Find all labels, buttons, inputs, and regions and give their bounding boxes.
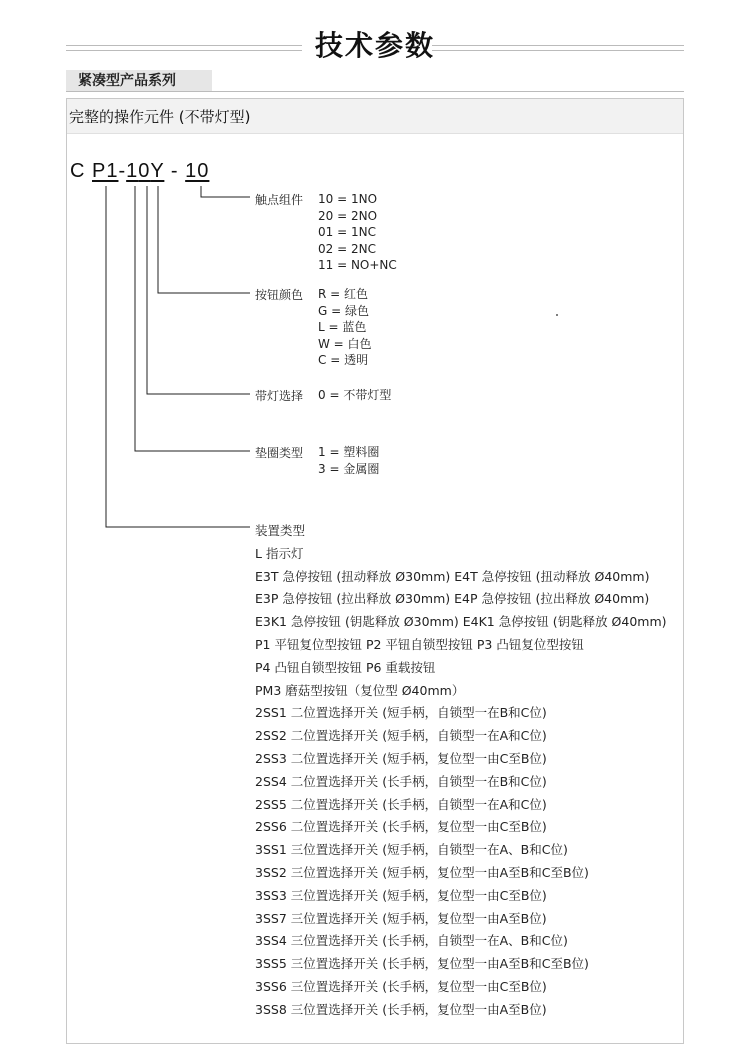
stray-dot [556,314,558,316]
contacts-option: 02 = 2NC [318,241,376,256]
device-item: PM3 磨菇型按钮（复位型 Ø40mm） [255,682,465,698]
contacts-option: 11 = NO+NC [318,258,397,272]
connector-color [158,186,250,293]
device-item: 3SS1 三位置选择开关 (短手柄，自锁型一在A、B和C位) [255,842,568,858]
model-dash: - [164,160,186,182]
color-option: L = 蓝色 [318,320,367,334]
gasket-label: 垫圈类型 [255,446,304,460]
gasket-option: 3 = 金属圈 [318,461,380,476]
device-item: 2SS5 二位置选择开关 (长手柄，自锁型一在A和C位) [255,796,547,812]
color-option: W = 白色 [318,336,372,351]
model-part-device: P1 [92,160,119,182]
device-item: 3SS3 三位置选择开关 (短手柄，复位型一由C至B位) [255,887,547,903]
device-item: P1 平钮复位型按钮 P2 平钮自锁型按钮 P3 凸钮复位型按钮 [255,636,584,652]
device-item: 2SS4 二位置选择开关 (长手柄，自锁型一在B和C位) [255,773,547,789]
device-label: 装置类型 [255,523,306,538]
lamp-option: 0 = 不带灯型 [318,388,392,402]
page-title: 技术参数 [314,29,435,62]
contacts-option: 10 = 1NO [318,192,378,206]
device-item: 3SS8 三位置选择开关 (长手柄，复位型一由A至B位) [255,1001,547,1017]
color-option: R = 红色 [318,287,369,301]
device-types [255,520,667,1022]
contacts-options [318,191,397,274]
device-item: 3SS2 三位置选择开关 (短手柄，复位型一由A至B和C至B位) [255,864,589,880]
device-item: P4 凸钮自锁型按钮 P6 重载按钮 [255,659,436,675]
lamp-label: 带灯选择 [255,389,304,403]
lamp-options [318,387,391,404]
color-label: 按钮颜色 [255,288,304,302]
device-item: 3SS6 三位置选择开关 (长手柄，复位型一由C至B位) [255,978,547,994]
series-tab: 紧凑型产品系列 [66,70,212,92]
device-item: 2SS6 二位置选择开关 (长手柄，复位型一由C至B位) [255,819,547,835]
connector-contacts [201,186,250,197]
connector-lamp [147,186,250,394]
gasket-option: 1 = 塑料圈 [318,445,380,459]
device-item: 2SS1 二位置选择开关 (短手柄，自锁型一在B和C位) [255,705,547,721]
device-item: L 指示灯 [255,545,304,561]
color-options [318,286,372,369]
contacts-label: 触点组件 [255,193,304,207]
panel-heading: 完整的操作元件 (不带灯型) [67,99,683,134]
device-item: 3SS5 三位置选择开关 (长手柄，复位型一由A至B和C至B位) [255,956,589,972]
color-option: G = 绿色 [318,303,369,318]
gasket-options [318,444,379,477]
model-part-lamp: 0 [138,160,151,182]
model-part-contacts: 10 [185,160,210,182]
model-prefix: C [70,160,92,182]
connector-gasket [135,186,250,451]
model-dash: - [118,160,127,182]
device-item: E3K1 急停按钮 (钥匙释放 Ø30mm) E4K1 急停按钮 (钥匙释放 Ø40mm) [255,614,667,630]
color-option: C = 透明 [318,353,369,367]
contacts-option: 01 = 1NC [318,225,376,239]
contacts-option: 20 = 2NO [318,208,378,223]
model-part-gasket: 1 [126,160,139,182]
device-item: 2SS3 二位置选择开关 (短手柄，复位型一由C至B位) [255,750,547,766]
model-part-color: Y [150,160,165,182]
device-item: 3SS4 三位置选择开关 (长手柄，自锁型一在A、B和C位) [255,933,568,949]
device-item: E3T 急停按钮 (扭动释放 Ø30mm) E4T 急停按钮 (扭动释放 Ø40mm) [255,568,650,584]
device-item: 3SS7 三位置选择开关 (短手柄，复位型一由A至B位) [255,910,547,926]
connector-device [106,186,250,527]
device-item: 2SS2 二位置选择开关 (短手柄，自锁型一在A和C位) [255,728,547,744]
device-item: E3P 急停按钮 (拉出释放 Ø30mm) E4P 急停按钮 (拉出释放 Ø40mm) [255,591,650,607]
